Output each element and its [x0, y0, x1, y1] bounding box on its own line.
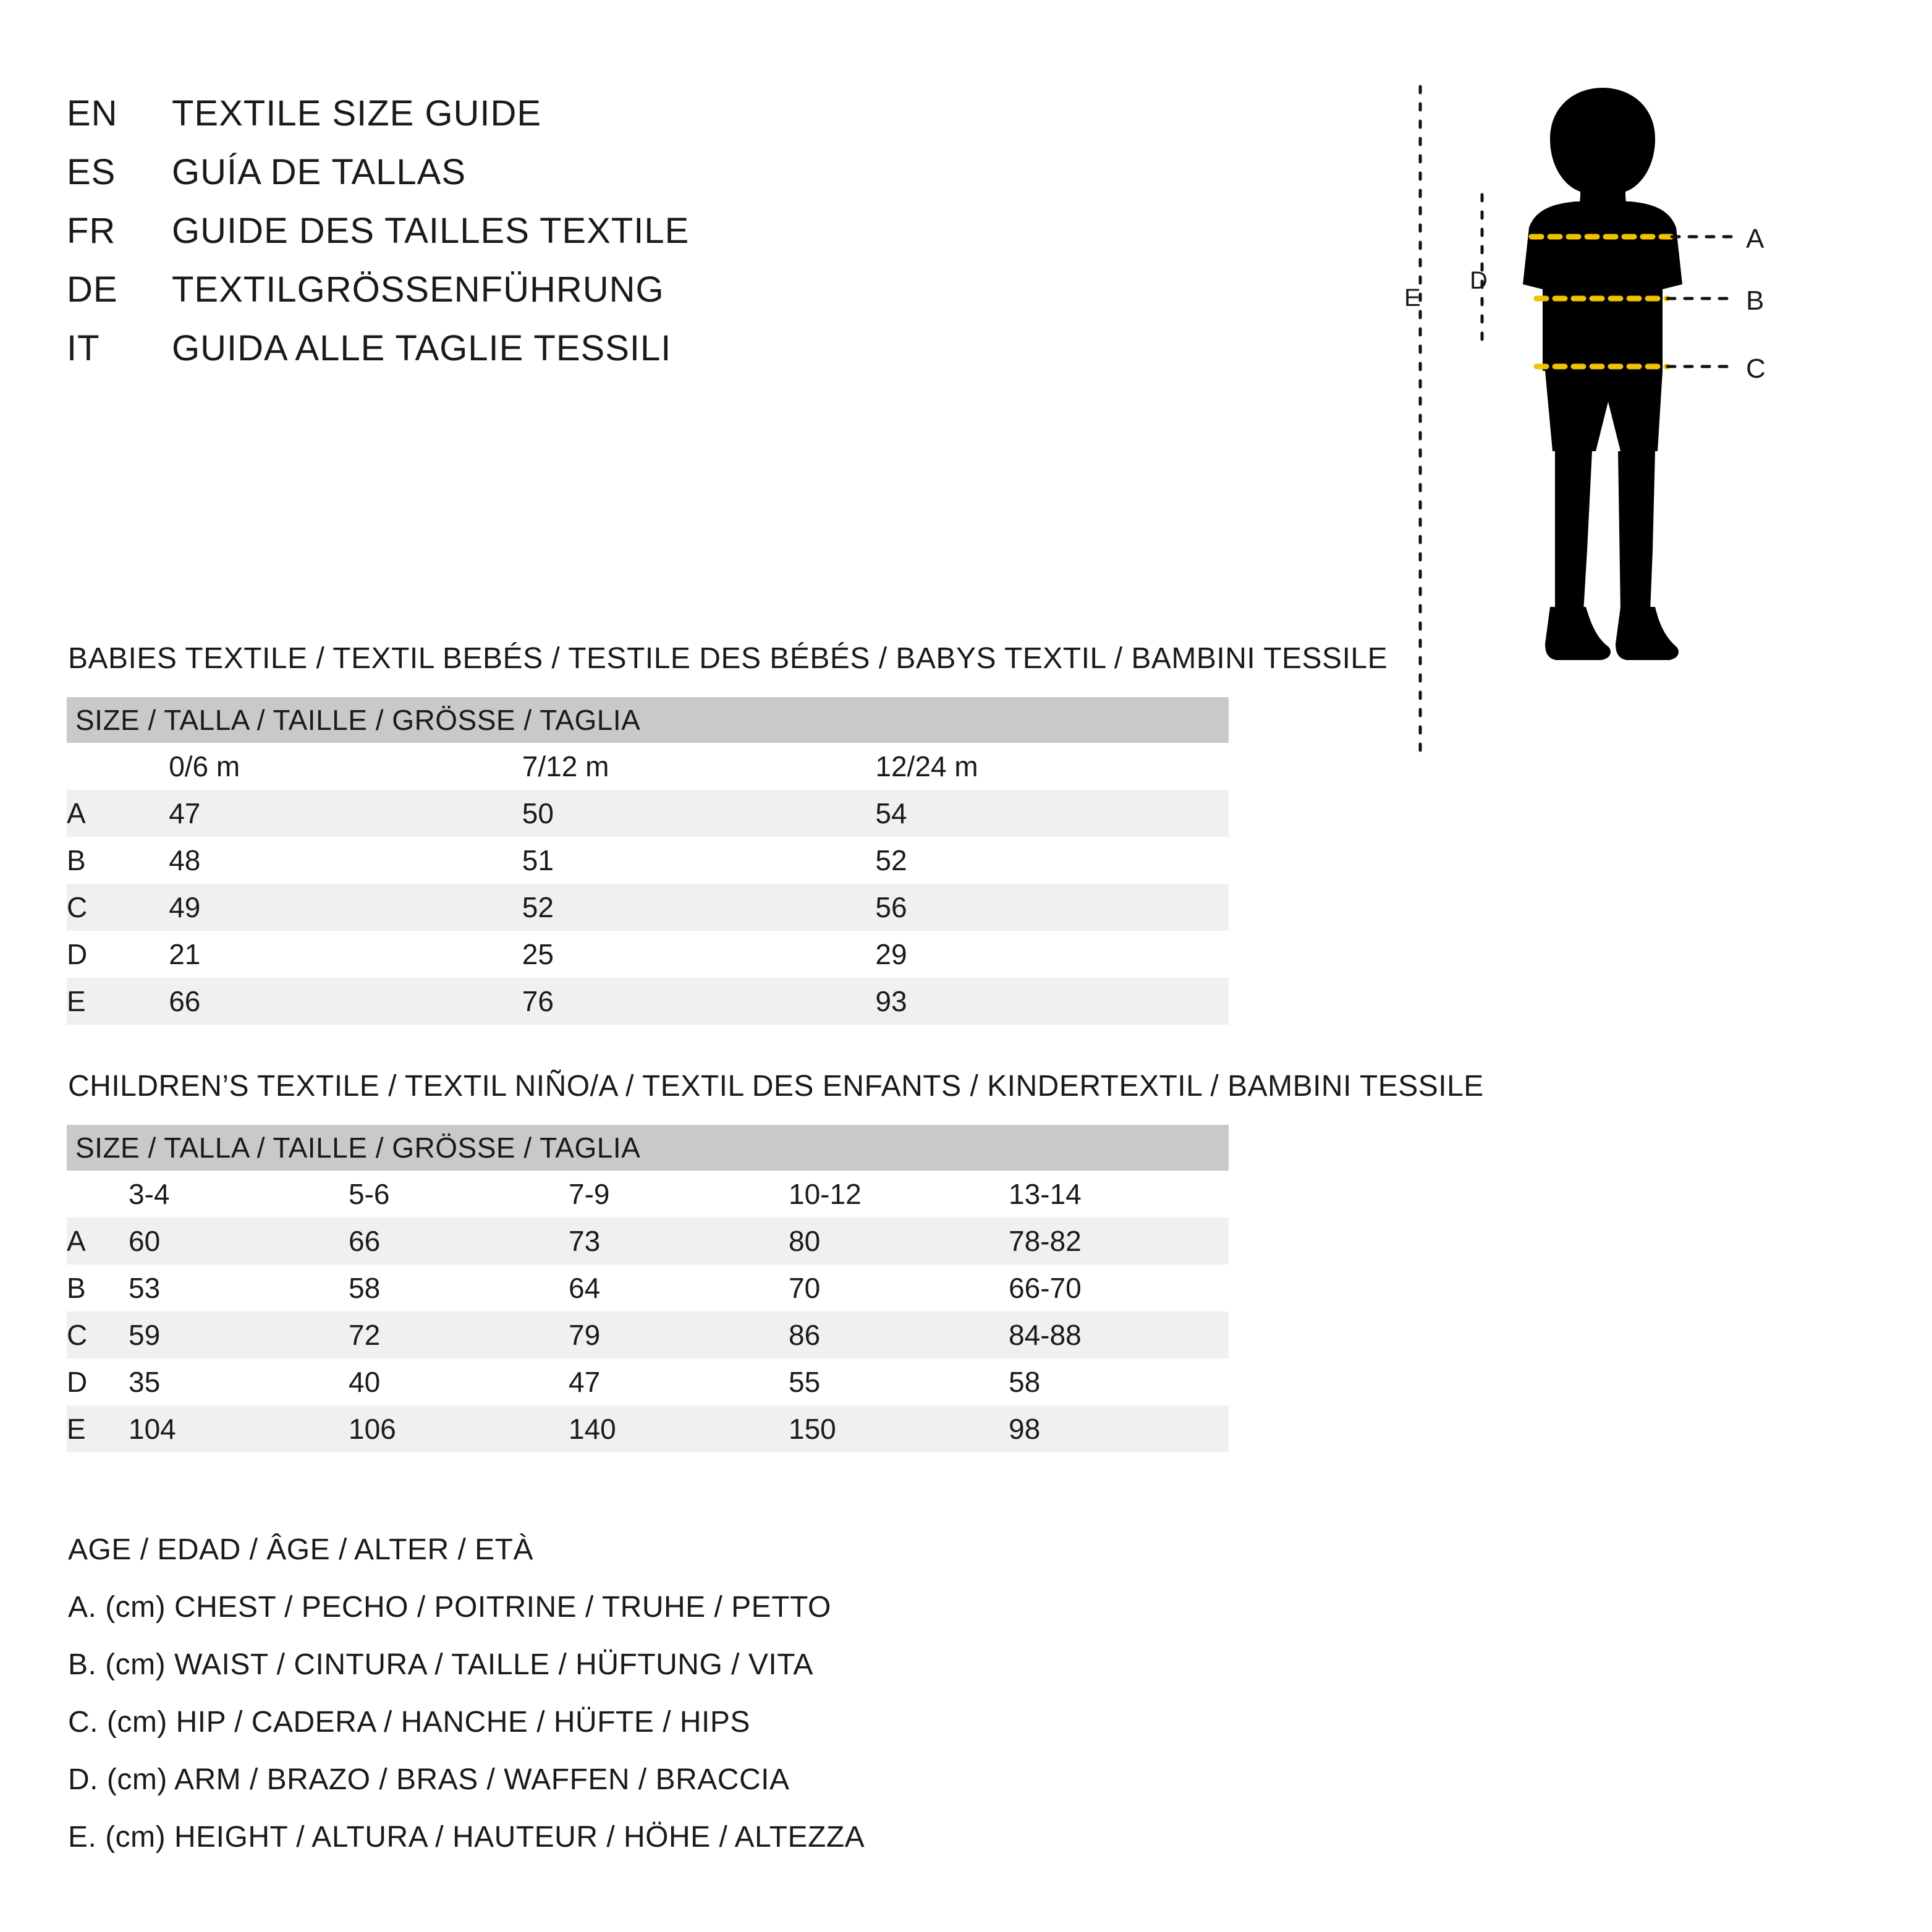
language-code-fr: FR [67, 211, 116, 251]
children-e-0: 104 [129, 1405, 349, 1452]
babies-table-header-row [67, 697, 1229, 743]
babies-e-1: 76 [522, 978, 876, 1025]
babies-corner-cell [67, 743, 169, 790]
babies-row-label-b: B [67, 837, 169, 884]
babies-row-label-c: C [67, 884, 169, 931]
children-d-1: 40 [349, 1358, 569, 1405]
children-d-3: 55 [789, 1358, 1009, 1405]
language-text-en: TEXTILE SIZE GUIDE [172, 93, 542, 133]
babies-d-1: 25 [522, 931, 876, 978]
children-b-1: 58 [349, 1265, 569, 1311]
legend-line-height: E. (cm) HEIGHT / ALTURA / HAUTEUR / HÖHE / ALTEZZA [68, 1821, 865, 1854]
babies-e-2: 93 [875, 978, 1229, 1025]
language-code-de: DE [67, 269, 118, 310]
children-b-0: 53 [129, 1265, 349, 1311]
language-text-de: TEXTILGRÖSSENFÜHRUNG [172, 269, 664, 310]
children-b-4: 66-70 [1009, 1265, 1229, 1311]
babies-row-label-a: A [67, 790, 169, 837]
legend-line-age: AGE / EDAD / ÂGE / ALTER / ETÀ [68, 1533, 533, 1566]
table-row [67, 790, 1229, 837]
children-table-header: SIZE / TALLA / TAILLE / GRÖSSE / TAGLIA [67, 1125, 1229, 1171]
table-row [67, 1405, 1229, 1452]
babies-col-0: 0/6 m [169, 743, 522, 790]
figure-label-e: E [1404, 284, 1421, 311]
babies-section-title: BABIES TEXTILE / TEXTIL BEBÉS / TESTILE DES BÉBÉS / BABYS TEXTIL / BAMBINI TESSILE [68, 642, 1388, 675]
children-d-0: 35 [129, 1358, 349, 1405]
babies-b-0: 48 [169, 837, 522, 884]
children-col-1: 5-6 [349, 1171, 569, 1218]
babies-table-header: SIZE / TALLA / TAILLE / GRÖSSE / TAGLIA [67, 697, 1229, 743]
babies-c-0: 49 [169, 884, 522, 931]
children-b-3: 70 [789, 1265, 1009, 1311]
children-c-1: 72 [349, 1311, 569, 1358]
language-text-it: GUIDA ALLE TAGLIE TESSILI [172, 328, 672, 368]
children-table-header-row [67, 1125, 1229, 1171]
legend-line-waist: B. (cm) WAIST / CINTURA / TAILLE / HÜFTUNG / VITA [68, 1648, 813, 1681]
children-col-3: 10-12 [789, 1171, 1009, 1218]
children-corner-cell [67, 1171, 129, 1218]
babies-a-0: 47 [169, 790, 522, 837]
children-d-4: 58 [1009, 1358, 1229, 1405]
legend-line-chest: A. (cm) CHEST / PECHO / POITRINE / TRUHE / PETTO [68, 1591, 831, 1624]
language-row-en [67, 93, 932, 134]
babies-row-label-e: E [67, 978, 169, 1025]
babies-size-table [67, 697, 1229, 1025]
babies-c-2: 56 [875, 884, 1229, 931]
children-col-0: 3-4 [129, 1171, 349, 1218]
babies-col-1: 7/12 m [522, 743, 876, 790]
table-row [67, 1265, 1229, 1311]
language-code-en: EN [67, 93, 118, 133]
children-e-2: 140 [569, 1405, 789, 1452]
children-e-4: 98 [1009, 1405, 1229, 1452]
language-text-fr: GUIDE DES TAILLES TEXTILE [172, 211, 690, 251]
children-row-label-b: B [67, 1265, 129, 1311]
child-silhouette [1523, 88, 1682, 660]
table-row [67, 837, 1229, 884]
children-d-2: 47 [569, 1358, 789, 1405]
figure-label-c: C [1746, 354, 1766, 384]
children-row-label-d: D [67, 1358, 129, 1405]
measurement-figure [1391, 80, 1885, 779]
babies-b-2: 52 [875, 837, 1229, 884]
table-row [67, 1358, 1229, 1405]
language-row-de [67, 269, 932, 310]
babies-column-header-row [67, 743, 1229, 790]
babies-row-label-d: D [67, 931, 169, 978]
children-e-1: 106 [349, 1405, 569, 1452]
language-title-list [67, 93, 932, 386]
table-row [67, 978, 1229, 1025]
table-row [67, 884, 1229, 931]
babies-d-2: 29 [875, 931, 1229, 978]
language-row-it [67, 328, 932, 369]
language-text-es: GUÍA DE TALLAS [172, 152, 467, 192]
children-a-1: 66 [349, 1218, 569, 1265]
figure-label-b: B [1746, 286, 1765, 316]
table-row [67, 931, 1229, 978]
babies-a-1: 50 [522, 790, 876, 837]
children-a-2: 73 [569, 1218, 789, 1265]
figure-label-d: D [1470, 267, 1488, 294]
children-row-label-a: A [67, 1218, 129, 1265]
babies-col-2: 12/24 m [875, 743, 1229, 790]
children-e-3: 150 [789, 1405, 1009, 1452]
children-row-label-c: C [67, 1311, 129, 1358]
babies-e-0: 66 [169, 978, 522, 1025]
children-c-4: 84-88 [1009, 1311, 1229, 1358]
babies-d-0: 21 [169, 931, 522, 978]
children-c-3: 86 [789, 1311, 1009, 1358]
children-col-2: 7-9 [569, 1171, 789, 1218]
legend-line-arm: D. (cm) ARM / BRAZO / BRAS / WAFFEN / BRACCIA [68, 1763, 790, 1796]
children-a-0: 60 [129, 1218, 349, 1265]
children-c-2: 79 [569, 1311, 789, 1358]
children-column-header-row [67, 1171, 1229, 1218]
children-a-3: 80 [789, 1218, 1009, 1265]
babies-c-1: 52 [522, 884, 876, 931]
children-size-table [67, 1125, 1229, 1452]
language-row-es [67, 151, 932, 193]
babies-b-1: 51 [522, 837, 876, 884]
table-row [67, 1218, 1229, 1265]
language-code-it: IT [67, 328, 100, 368]
measurement-legend [68, 1533, 1180, 1878]
children-section-title: CHILDREN’S TEXTILE / TEXTIL NIÑO/A / TEXTIL DES ENFANTS / KINDERTEXTIL / BAMBINI TESSILE [68, 1070, 1484, 1103]
children-b-2: 64 [569, 1265, 789, 1311]
children-row-label-e: E [67, 1405, 129, 1452]
babies-a-2: 54 [875, 790, 1229, 837]
language-code-es: ES [67, 152, 116, 192]
table-row [67, 1311, 1229, 1358]
language-row-fr [67, 210, 932, 252]
children-col-4: 13-14 [1009, 1171, 1229, 1218]
legend-line-hip: C. (cm) HIP / CADERA / HANCHE / HÜFTE / HIPS [68, 1706, 750, 1739]
figure-label-a: A [1746, 224, 1765, 254]
children-c-0: 59 [129, 1311, 349, 1358]
children-a-4: 78-82 [1009, 1218, 1229, 1265]
